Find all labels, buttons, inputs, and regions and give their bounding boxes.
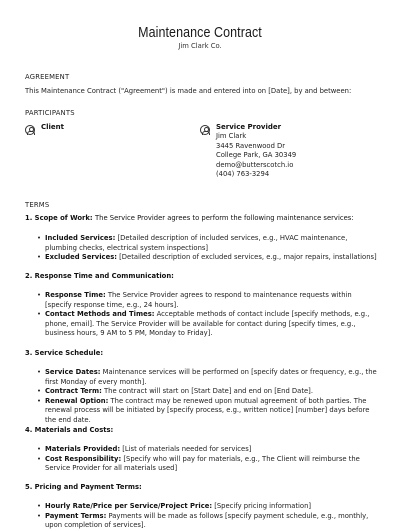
provider-name: Jim Clark [216, 132, 247, 140]
provider-street: 3445 Ravenwood Dr [216, 141, 286, 150]
list-item: • Response Time: The Service Provider agrees to respond to maintenance requests within [specify response time, e.g., 24 hours]. [37, 291, 377, 310]
section-heading: 3. Service Schedule: [25, 349, 104, 357]
provider-email: demo@butterscotch.io [216, 160, 294, 169]
section-list [37, 291, 377, 339]
provider-phone: (404) 763-3294 [216, 170, 270, 179]
section-heading: 5. Pricing and Payment Terms: [25, 483, 142, 491]
section-list [37, 368, 377, 426]
provider-city: College Park, GA 30349 [216, 151, 297, 160]
company-name: Jim Clark Co. [178, 42, 222, 50]
list-item: • Hourly Rate/Price per Service/Project Price: [Specify pricing information] [37, 502, 377, 512]
section-intro: The Service Provider agrees to perform the following maintenance services: [95, 214, 354, 222]
person-icon [200, 125, 210, 135]
agreement-intro: This Maintenance Contract ("Agreement") is made and entered into on [Date], by and between: [25, 87, 352, 95]
list-item: • Payment Terms: Payments will be made as follows [specify payment schedule, e.g., monthly, upon completion of services]. [37, 512, 377, 531]
section-list [37, 445, 377, 474]
document-title: Maintenance Contract [138, 25, 262, 41]
agreement-label: AGREEMENT [25, 73, 70, 81]
participants-label: PARTICIPANTS [25, 109, 75, 117]
terms-label: TERMS [25, 201, 50, 209]
list-item: • Excluded Services: [Detailed description of excluded services, e.g., major repairs, installations] [37, 253, 377, 263]
section-list [37, 502, 377, 531]
section-list [37, 234, 377, 263]
section-heading: 1. Scope of Work: The Service Provider agrees to perform the following maintenance services: [25, 214, 354, 222]
list-item: • Contract Term: The contract will start on [Start Date] and end on [End Date]. [37, 387, 377, 397]
list-item: • Renewal Option: The contract may be renewed upon mutual agreement of both parties. The renewal process will be initiated by [specify process, e.g., written notice] [number] days before the end date. [37, 397, 377, 426]
section-heading: 2. Response Time and Communication: [25, 272, 174, 280]
list-item: • Cost Responsibility: [Specify who will pay for materials, e.g., The Client will reimburse the Service Provider for all materials used] [37, 455, 377, 474]
section-heading: 4. Materials and Costs: [25, 426, 114, 434]
client-title: Client [41, 123, 65, 131]
list-item: • Contact Methods and Times: Acceptable methods of contact include [specify methods, e.g., phone, email]. The Service Provider will be available for contact during [specify times, e.g., business hours, 9 AM to 5 PM, Monday to Friday]. [37, 310, 377, 339]
list-item: • Materials Provided: [List of materials needed for services] [37, 445, 377, 455]
list-item: • Service Dates: Maintenance services will be performed on [specify dates or frequency, e.g., the first Monday of every month]. [37, 368, 377, 387]
provider-title: Service Provider [216, 123, 282, 131]
list-item: • Included Services: [Detailed description of included services, e.g., HVAC maintenance, plumbing checks, electrical system inspections] [37, 234, 377, 253]
person-icon [25, 125, 35, 135]
